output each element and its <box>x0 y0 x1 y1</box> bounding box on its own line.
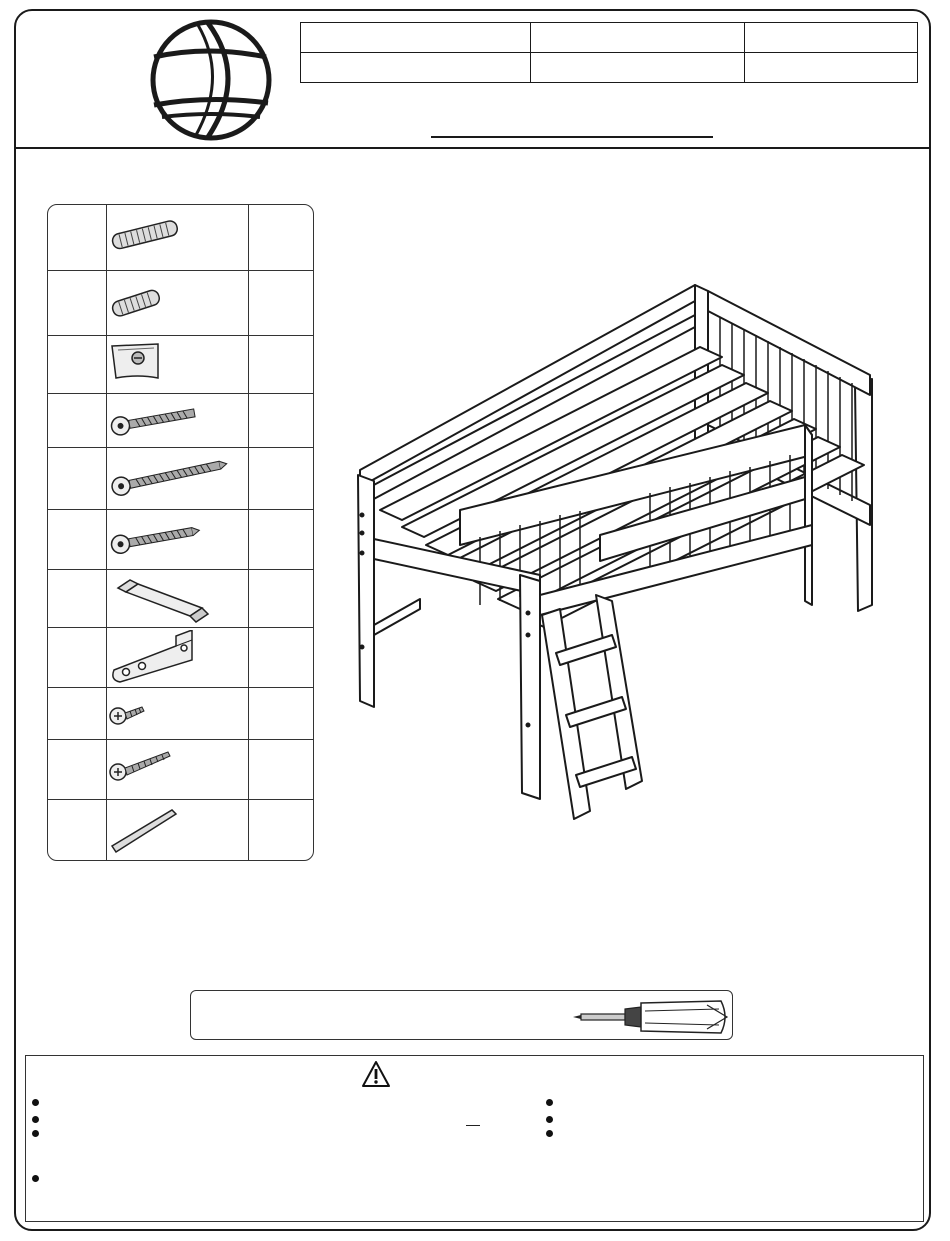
loft-bed-icon <box>350 275 890 825</box>
long-bolt-icon <box>108 456 230 496</box>
tools-required-box <box>190 990 733 1040</box>
short-dowel-icon <box>108 283 168 323</box>
cam-bracket-icon <box>108 340 164 382</box>
list-item <box>48 393 313 448</box>
list-item <box>48 739 313 800</box>
phillips-screwdriver-icon <box>571 997 731 1035</box>
list-item <box>48 509 313 570</box>
info-cell <box>745 53 918 83</box>
warning-bullet <box>32 1116 39 1123</box>
warning-bullet <box>32 1130 39 1137</box>
warning-triangle-icon <box>361 1060 391 1088</box>
list-item <box>48 335 313 394</box>
globe-logo-icon <box>148 17 274 143</box>
wood-screw-icon <box>108 746 174 786</box>
table-row <box>301 53 918 83</box>
list-item <box>48 204 313 269</box>
list-item <box>48 627 313 688</box>
hardware-parts-list <box>47 204 314 861</box>
info-cell <box>301 53 531 83</box>
list-item <box>48 270 313 336</box>
list-item <box>48 447 313 510</box>
small-screw-icon <box>108 698 148 728</box>
allen-key-icon <box>108 574 218 624</box>
info-cell <box>745 23 918 53</box>
warning-dash <box>466 1125 480 1126</box>
long-dowel-icon <box>108 215 184 255</box>
warning-bullet <box>32 1099 39 1106</box>
warning-bullet <box>32 1175 39 1182</box>
warning-bullet <box>546 1130 553 1137</box>
list-item <box>48 569 313 628</box>
table-row <box>301 23 918 53</box>
header-divider <box>16 147 930 149</box>
list-item <box>48 799 313 861</box>
info-cell <box>531 53 745 83</box>
title-underline <box>431 136 713 138</box>
warning-box <box>25 1055 924 1222</box>
info-cell <box>301 23 531 53</box>
warning-bullet <box>546 1099 553 1106</box>
list-item <box>48 687 313 740</box>
rod-icon <box>108 806 180 856</box>
warning-bullet <box>546 1116 553 1123</box>
info-cell <box>531 23 745 53</box>
product-info-table <box>300 22 918 83</box>
short-bolt-icon <box>108 402 200 438</box>
medium-bolt-icon <box>108 518 204 558</box>
metal-bracket-icon <box>108 630 208 684</box>
